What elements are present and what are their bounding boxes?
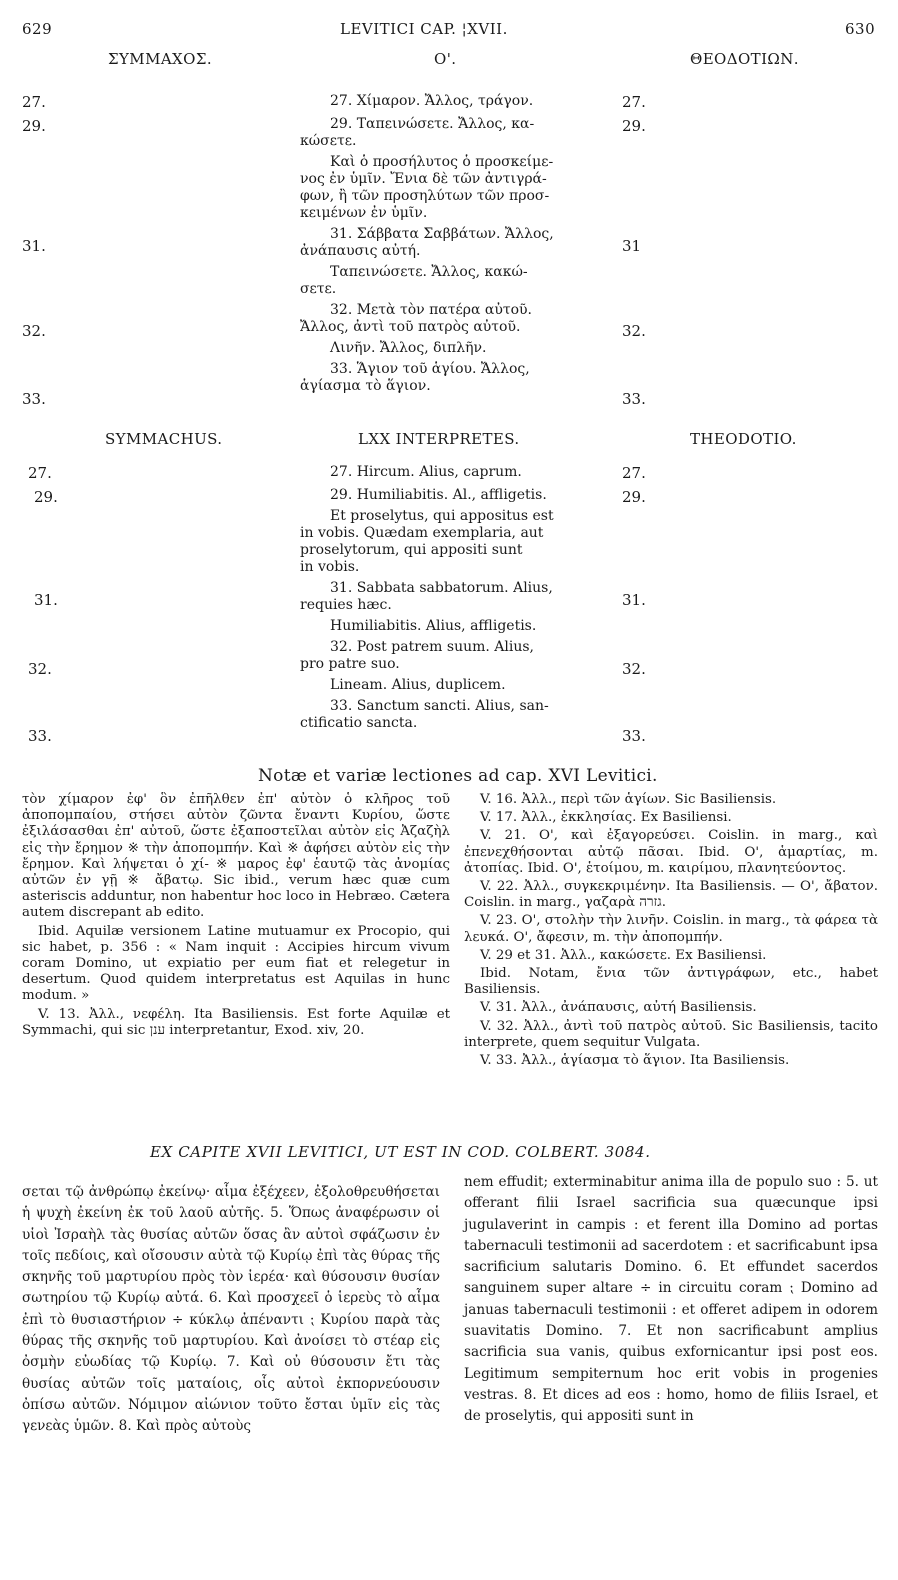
note-paragraph: V. 16. Ἀλλ., περὶ τῶν ἁγίων. Sic Basiliensis.	[480, 792, 777, 807]
text-line: 33. Sanctum sancti. Alius, san-	[330, 698, 549, 714]
text-line: 29. Humiliabitis. Al., affligetis.	[330, 487, 547, 503]
text-line: proselytorum, qui appositi sunt	[300, 542, 523, 558]
verse-number: 33.	[622, 390, 646, 408]
verse-number: 33.	[22, 390, 46, 408]
text-line: 33. Ἅγιον τοῦ ἁγίου. Ἄλλος,	[330, 361, 530, 377]
verse-number: 31	[622, 237, 642, 255]
notes-right-column	[464, 792, 878, 1071]
verse-number: 31.	[622, 591, 646, 609]
text-line: Ἄλλος, ἀντὶ τοῦ πατρὸς αὐτοῦ.	[300, 319, 521, 335]
verse-number: 29.	[22, 117, 46, 135]
column-heading-symmachus-greek: ΣΥΜΜΑΧΟΣ.	[108, 50, 213, 68]
note-paragraph: Ibid. Notam, ἔνια τῶν ἀντιγράφων, etc., habet Basiliensis.	[464, 966, 878, 998]
verse-number: 32.	[22, 322, 46, 340]
verse-number: 29.	[622, 117, 646, 135]
note-paragraph: V. 13. Ἀλλ., νεφέλη. Ita Basiliensis. Est forte Aquilæ et Symmachi, qui sic ענן interpretantur, Exod. xiv, 20.	[22, 1006, 450, 1038]
text-line: νος ἐν ὑμῖν. Ἔνια δὲ τῶν ἀντιγρά-	[300, 171, 547, 187]
column-heading-lxx-latin: LXX INTERPRETES.	[358, 430, 520, 448]
column-heading-theodotion-greek: ΘΕΟΔΟΤΙΩΝ.	[690, 50, 799, 68]
verse-number: 32.	[622, 322, 646, 340]
verse-number: 27.	[28, 464, 52, 482]
text-line: ctificatio sancta.	[300, 715, 418, 731]
text-line: Ταπεινώσετε. Ἄλλος, κακώ-	[330, 264, 528, 280]
verse-number: 32.	[28, 660, 52, 678]
note-paragraph: V. 33. Ἀλλ., ἁγίασμα τὸ ἅγιον. Ita Basiliensis.	[480, 1053, 790, 1069]
codex-latin-text: nem effudit; exterminabitur anima illa de populo suo : 5. ut offerant filii Israel sacrificia sua quæcunque ipsi jugulaverint in campis : et ferent illa Domino ad portas tabernaculi testimonii ad sacerdotem : et sacrificabunt ipsa sacrificium salutaris Domino. 6. Et effundet sacerdos sanguinem super altare ÷ in circuitu coram ⁏ Domino ad januas tabernaculi testimonii : et offeret adipem in odorem suavitatis Domino. 7. Et non sacrificabunt amplius sacrificia sua vanis, quibus exfornicantur ipsi post eos. Legitimum sempiternum hoc erit vobis in progenies vestras. 8. Et dices ad eos : homo, homo de filiis Israel, et de proselytis, qui appositi sunt in	[464, 1174, 878, 1425]
verse-number: 31.	[22, 237, 46, 255]
text-line: σετε.	[300, 281, 337, 297]
verse-number: 33.	[622, 727, 646, 745]
text-line: requies hæc.	[300, 597, 392, 613]
text-line: κειμένων ἐν ὑμῖν.	[300, 205, 428, 221]
verse-number: 27.	[622, 464, 646, 482]
page-number-left: 629	[22, 20, 53, 38]
note-paragraph: V. 23. Ο', στολὴν τὴν λινῆν. Coislin. in marg., τὰ φάρεα τὰ λευκά. Ο', ἄφεσιν, m. τὴν ἀποπομπήν.	[464, 913, 878, 945]
notes-left-column	[22, 792, 450, 1041]
text-line: in vobis. Quædam exemplaria, aut	[300, 525, 544, 541]
text-line: Lineam. Alius, duplicem.	[330, 677, 506, 693]
codex-greek-text: σεται τῷ ἀνθρώπῳ ἐκείνῳ· αἷμα ἐξέχεεν, ἐξολοθρευθήσεται ἡ ψυχὴ ἐκείνη ἐκ τοῦ λαοῦ αὐτῆς. 5. Ὅπως ἀναφέρωσιν οἱ υἱοὶ Ἰσραὴλ τὰς θυσίας αὐτῶν ὅσας ἂν αὐτοὶ σφάζωσιν ἐν τοῖς πεδίοις, καὶ οἴσουσιν αὐτὰ τῷ Κυρίῳ ἐπὶ τὰς θύρας τῆς σκηνῆς τοῦ μαρτυρίου πρὸς τὸν ἱερέα· καὶ θύσουσιν θυσίαν σωτηρίου τῷ Κυρίῳ αὐτά. 6. Καὶ προσχεεῖ ὁ ἱερεὺς τὸ αἷμα ἐπὶ τὸ θυσιαστήριον ÷ κύκλῳ ἀπέναντι ⁏ Κυρίου παρὰ τὰς θύρας τῆς σκηνῆς τοῦ μαρτυρίου. Καὶ ἀνοίσει τὸ στέαρ εἰς ὀσμὴν εὐωδίας τῷ Κυρίῳ. 7. Καὶ οὐ θύσουσιν ἔτι τὰς θυσίας αὐτῶν τοῖς ματαίοις, οἷς αὐτοὶ ἐκπορνεύουσιν ὀπίσω αὐτῶν. Νόμιμον αἰώνιον τοῦτο ἔσται ὑμῖν εἰς τὰς γενεὰς ὑμῶν. 8. Καὶ πρὸς αὐτοὺς	[22, 1184, 440, 1435]
column-heading-theodotion-latin: THEODOTIO.	[690, 430, 797, 448]
notes-title: Notæ et variæ lectiones ad cap. XVI Levitici.	[258, 766, 658, 786]
note-paragraph: V. 31. Ἀλλ., ἀνάπαυσις, αὐτή Basiliensis.	[480, 1000, 757, 1016]
lxx-greek-text	[300, 93, 590, 395]
note-paragraph: τὸν χίμαρον ἐφ' ὃν ἐπῆλθεν ἐπ' αὐτὸν ὁ κλῆρος τοῦ ἀποπομπαίου, στήσει αὐτὸν ζῶντα ἔναντι Κυρίου, ὥστε ἐξιλάσασθαι ἐπ' αὐτοῦ, ὥστε ἐξαποστεῖλαι αὐτὸν εἰς Ἀζαζὴλ εἰς τὴν ἔρημον ※ τὴν ἀποπομπήν. Καὶ ※ ἀφήσει αὐτὸν εἰς τὴν ἔρημον. Καὶ λήψεται ὁ χί- ※ μαρος ἐφ' ἑαυτῷ τὰς ἀνομίας αὐτῶν ἐν γῇ ※ ἄβατῳ. Sic ibid., verum hæc quæ cum asteriscis adduntur, non habentur hoc loco in Hebræo. Cætera autem discrepant ab edito.	[22, 792, 450, 921]
text-line: κώσετε.	[300, 133, 357, 149]
note-paragraph: V. 22. Ἀλλ., συγκεκριμένην. Ita Basiliensis. — Ο', ἄβατον. Coislin. in marg., γαζαρὰ גזרה.	[464, 879, 878, 911]
text-line: 32. Μετὰ τὸν πατέρα αὐτοῦ.	[330, 302, 532, 318]
text-line: Λινῆν. Ἄλλος, διπλῆν.	[330, 340, 487, 356]
verse-number: 31.	[34, 591, 58, 609]
note-paragraph: V. 32. Ἀλλ., ἀντὶ τοῦ πατρὸς αὐτοῦ. Sic Basiliensis, tacito interprete, quem sequitur Vulgata.	[464, 1018, 878, 1050]
verse-number: 29.	[34, 488, 58, 506]
note-paragraph: V. 21. Ο', καὶ ἐξαγορεύσει. Coislin. in marg., καὶ ἐπενεχθήσονται αὐτῷ πᾶσαι. Ibid. Ο', ἁμαρτίας, m. ἀτοπίας. Ibid. Ο', ἑτοίμου, m. καιρίμου, πλανητεύοντος.	[464, 828, 878, 876]
text-line: in vobis.	[300, 559, 360, 575]
verse-number: 33.	[28, 727, 52, 745]
text-line: ἀνάπαυσις αὐτή.	[300, 243, 421, 259]
text-line: φων, ἢ τῶν προσηλύτων τῶν προσ-	[300, 188, 550, 204]
text-line: 29. Ταπεινώσετε. Ἄλλος, κα-	[330, 116, 535, 132]
note-paragraph: Ibid. Aquilæ versionem Latine mutuamur ex Procopio, qui sic habet, p. 356 : « Nam inquit : Accipies hircum vivum coram Domino, ut expiatio per eum fiat et relegetur in desertum. Quod quidem interpretatus est Aquilas in hunc modum. »	[22, 923, 450, 1004]
running-title: LEVITICI CAP. ¦XVII.	[340, 20, 508, 38]
text-line: pro patre suo.	[300, 656, 400, 672]
text-line: 27. Hircum. Alius, caprum.	[330, 464, 522, 480]
page-number-right: 630	[845, 20, 876, 38]
text-line: Humiliabitis. Alius, affligetis.	[330, 618, 537, 634]
lxx-latin-text	[300, 464, 590, 732]
codex-title: EX CAPITE XVII LEVITICI, UT EST IN COD. COLBERT. 3084.	[150, 1143, 651, 1161]
note-paragraph: V. 29 et 31. Ἀλλ., κακώσετε. Ex Basiliensi.	[480, 947, 767, 963]
text-line: 31. Σάββατα Σαββάτων. Ἄλλος,	[330, 226, 554, 242]
verse-number: 27.	[22, 93, 46, 111]
verse-number: 29.	[622, 488, 646, 506]
column-heading-lxx-greek: Ο'.	[434, 50, 457, 68]
verse-number: 32.	[622, 660, 646, 678]
text-line: 32. Post patrem suum. Alius,	[330, 639, 535, 655]
text-line: 27. Χίμαρον. Ἄλλος, τράγον.	[330, 93, 534, 109]
verse-number: 27.	[622, 93, 646, 111]
text-line: Et proselytus, qui appositus est	[330, 508, 554, 524]
text-line: Καὶ ὁ προσήλυτος ὁ προσκείμε-	[330, 154, 554, 170]
note-paragraph: V. 17. Ἀλλ., ἐκκλησίας. Ex Basiliensi.	[480, 810, 732, 826]
text-line: 31. Sabbata sabbatorum. Alius,	[330, 580, 553, 596]
text-line: ἁγίασμα τὸ ἅγιον.	[300, 378, 431, 394]
column-heading-symmachus-latin: SYMMACHUS.	[105, 430, 223, 448]
